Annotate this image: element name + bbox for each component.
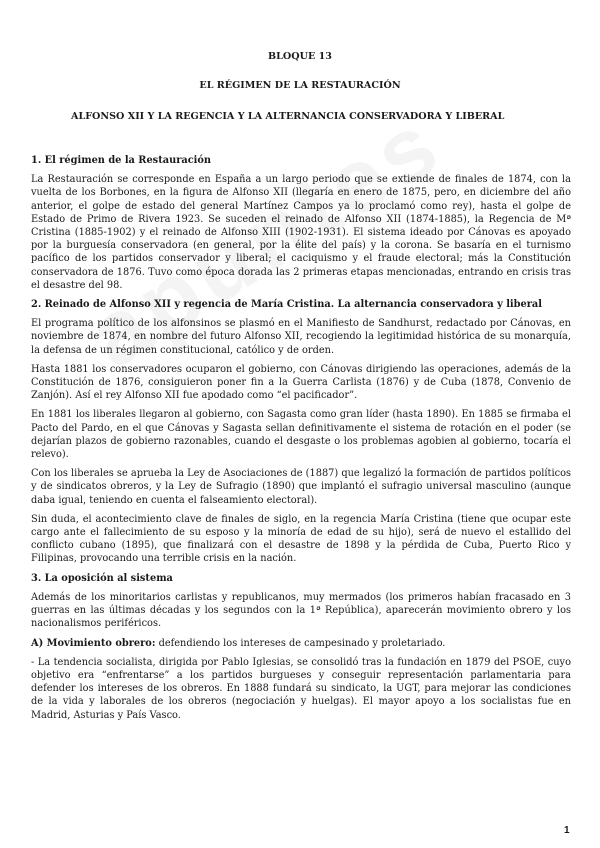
subtitle: ALFONSO XII Y LA REGENCIA Y LA ALTERNANCIA CONSERVADORA Y LIBERAL [71, 111, 505, 122]
document-body [31, 150, 571, 728]
section-1-paragraph: La Restauración se corresponde en España a un largo periodo que se extiende de finales de 1874, con la vuelta de los Borbones, en la figura de Alfonso XII (llegaría en enero de 1875, pero, en diciembre del año anterior, el golpe de estado del general Martínez Campos ya lo proclamó como rey), hasta el golpe de Estado de Primo de Rivera 1923. Se suceden el reinado de Alfonso XII (1874-1885), la Regencia de Mª Cristina (1885-1902) y el reinado de Alfonso XIII (1902-1931). El sistema ideado por Cánovas es apoyado por la burguesía conservadora (en general, por la élite del país) y la corona. Se basaría en el turnismo pacífico de los partidos conservador y liberal; el caciquismo y el fraude electoral; más la Constitución conservadora de 1876. Tuvo como época dorada las 2 primeras etapas mencionadas, entrando en crisis tras el desastre del 98. [31, 174, 571, 291]
section-3-subheading [31, 637, 571, 650]
movimiento-obrero-text: defendiendo los intereses de campesinado y proletariado. [155, 637, 446, 649]
section-2-paragraph-3: En 1881 los liberales llegaron al gobierno, con Sagasta como gran líder (hasta 1890). En 1885 se firmaba el Pacto del Pardo, en el que Cánovas y Sagasta sellan definitivamente el sistema de rotación en el poder (se dejarían plazos de gobierno razonables, cuando el desgaste o los problemas agobien al gobierno, tocaría el relevo). [31, 409, 571, 461]
page-number: 1 [564, 825, 570, 836]
movimiento-obrero-label: A) Movimiento obrero: [31, 637, 156, 649]
section-3-heading: 3. La oposición al sistema [31, 572, 173, 584]
section-2-paragraph-1: El programa político de los alfonsinos se plasmó en el Manifiesto de Sandhurst, redactado por Cánovas, en noviembre de 1874, en nombre del futuro Alfonso XII, recogiendo la legitimidad histórica de su monarquía, la defensa de un régimen constitucional, católico y de orden. [31, 318, 571, 356]
section-3-paragraph-1: Además de los minoritarios carlistas y republicanos, muy mermados (los primeros habían fracasado en 3 guerras en las últimas décadas y los segundos con la 1ª República), aparecerán movimiento obrero y los nacionalismos periféricos. [31, 591, 571, 630]
section-3-paragraph-2: - La tendencia socialista, dirigida por Pablo Iglesias, se consolidó tras la fundación en 1879 del PSOE, cuyo objetivo era “enfrentarse” a los partidos burgueses y conseguir representación parlamentaria para defender los intereses de los obreros. En 1888 fundará su sindicato, la UGT, para mejorar las condiciones de la vida y laborales de los obreros (negociación y huelgas). El mayor apoyo a los socialistas fue en Madrid, Asturias y País Vasco. [31, 656, 571, 721]
block-title: BLOQUE 13 [268, 51, 332, 62]
regime-title: EL RÉGIMEN DE LA RESTAURACIÓN [199, 80, 401, 91]
section-2-paragraph-5: Sin duda, el acontecimiento clave de finales de siglo, en la regencia María Cristina (tiene que ocupar este cargo ante el fallecimiento de su esposo y la minoría de edad de su hijo), será de nuevo el estallido del conflicto cubano (1895), que finalizará con el desastre de 1898 y la pérdida de Cuba, Puerto Rico y Filipinas, provocando una terrible crisis en la nación. [31, 513, 571, 565]
section-2-heading: 2. Reinado de Alfonso XII y regencia de María Cristina. La alternancia conservadora y liberal [31, 299, 542, 311]
section-2-paragraph-4: Con los liberales se aprueba la Ley de Asociaciones de (1887) que legalizó la formación de partidos políticos y de sindicatos obreros, y la Ley de Sufragio (1890) que implantó el sufragio universal masculino (aunque daba igual, teniendo en cuenta el falseamiento electoral). [31, 468, 571, 506]
section-2-paragraph-2: Hasta 1881 los conservadores ocuparon el gobierno, con Cánovas dirigiendo las operaciones, además de la Constitución de 1876, consiguieron poner fin a la Guerra Carlista (1876) y de Cuba (1878, Convenio de Zanjón). Así el rey Alfonso XII fue apodado como “el pacificador”. [31, 363, 571, 402]
section-1-heading: 1. El régimen de la Restauración [31, 155, 212, 166]
